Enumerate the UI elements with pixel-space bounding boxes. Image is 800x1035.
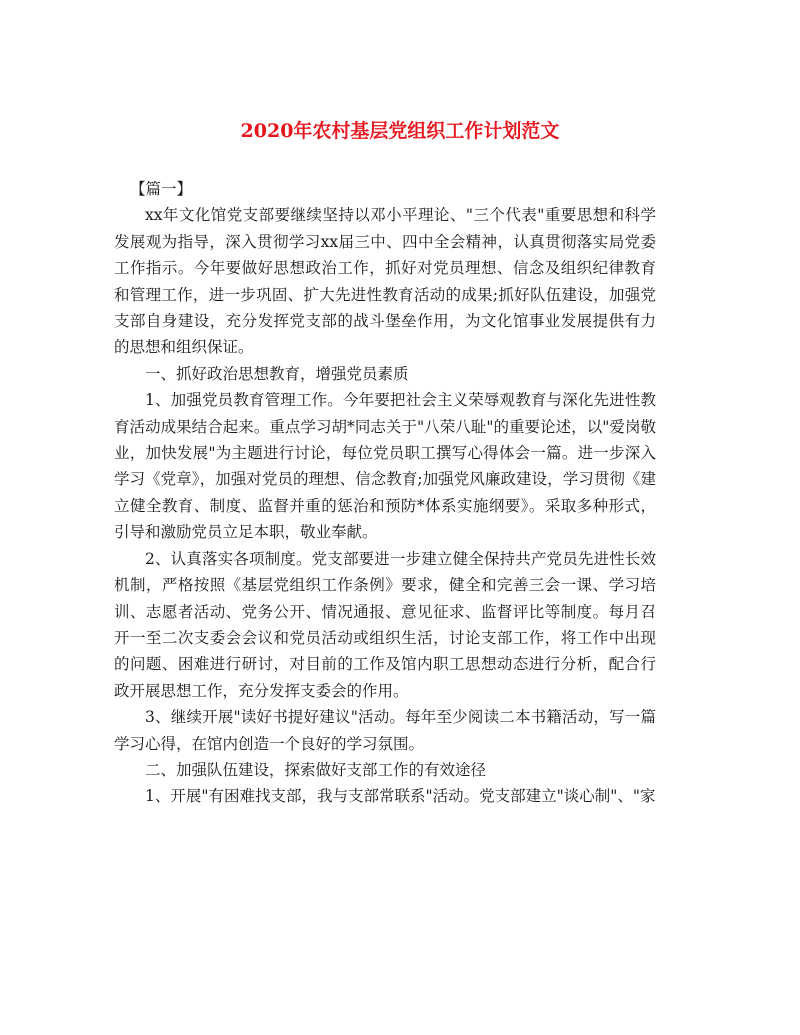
document-title: 2020年农村基层党组织工作计划范文 xyxy=(240,120,560,142)
document-body xyxy=(114,176,656,810)
section-label: 【篇一】 xyxy=(130,180,193,198)
paragraph-1-1: 1、加强党员教育管理工作。今年要把社会主义荣辱观教育与深化先进性教育活动成果结合起来。重点学习胡*同志关于"八荣八耻"的重要论述，以"爱岗敬业，加快发展"为主题进行讨论，每位党员职工撰写心得体会一篇。进一步深入学习《党章》，加强对党员的理想、信念教育;加强党风廉政建设，学习贯彻《建立健全教育、制度、监督并重的惩治和预防*体系实施纲要》。采取多种形式，引导和激励党员立足本职，敬业奉献。 xyxy=(114,391,656,542)
paragraph-1-3: 3、继续开展"读好书提好建议"活动。每年至少阅读二本书籍活动，写一篇学习心得，在馆内创造一个良好的学习氛围。 xyxy=(114,708,656,753)
paragraph-1-2: 2、认真落实各项制度。党支部要进一步建立健全保持共产党员先进性长效机制，严格按照《基层党组织工作条例》要求，健全和完善三会一课、学习培训、志愿者活动、党务公开、情况通报、意见征求、监督评比等制度。每月召开一至二次支委会会议和党员活动或组织生活，讨论支部工作，将工作中出现的问题、困难进行研讨，对目前的工作及馆内职工思想动态进行分析，配合行政开展思想工作，充分发挥支委会的作用。 xyxy=(114,549,656,700)
paragraph-2-1: 1、开展"有困难找支部，我与支部常联系"活动。党支部建立"谈心制"、"家 xyxy=(145,787,656,806)
paragraph-intro: xx年文化馆党支部要继续坚持以邓小平理论、"三个代表"重要思想和科学发展观为指导，深入贯彻学习xx届三中、四中全会精神，认真贯彻落实局党委工作指示。今年要做好思想政治工作，抓好对党员理想、信念及组织纪律教育和管理工作，进一步巩固、扩大先进性教育活动的成果;抓好队伍建设，加强党支部自身建设，充分发挥党支部的战斗堡垒作用，为文化馆事业发展提供有力的思想和组织保证。 xyxy=(114,206,656,357)
heading-section-2: 二、加强队伍建设，探索做好支部工作的有效途径 xyxy=(145,760,487,779)
heading-section-1: 一、抓好政治思想教育，增强党员素质 xyxy=(145,364,409,383)
